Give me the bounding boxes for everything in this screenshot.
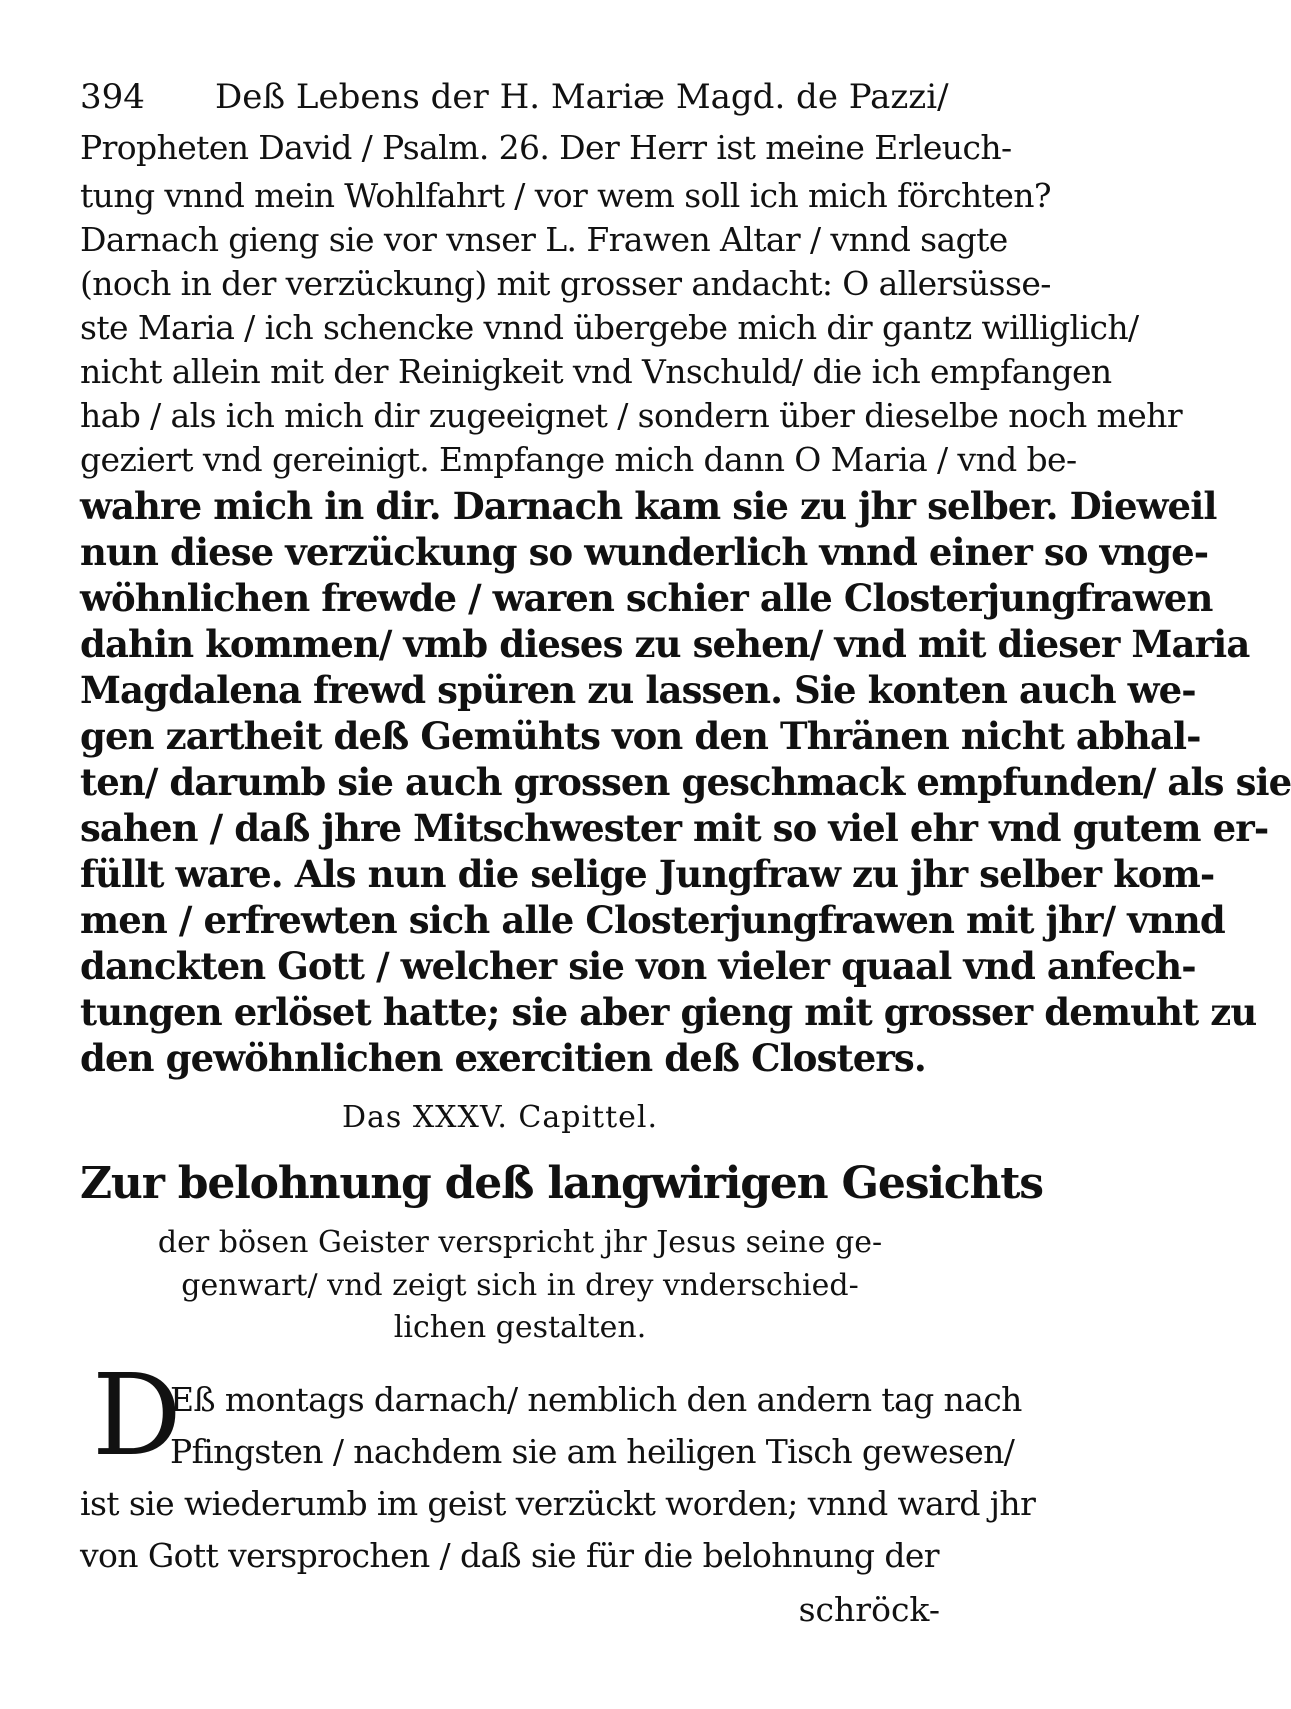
text-line: wöhnlichen frewde / waren schier alle Closterjungfrawen bbox=[80, 576, 1213, 620]
text-line: Darnach gieng sie vor vnser L. Frawen Altar / vnnd sagte bbox=[80, 220, 1008, 259]
paragraph-line: ist sie wiederumb im geist verzückt worden; vnnd ward jhr bbox=[80, 1484, 1036, 1523]
chapter-subtitle-line: der bösen Geister verspricht jhr Jesus seine ge- bbox=[157, 1225, 883, 1260]
paragraph-line: Pfingsten / nachdem sie am heiligen Tisch gewesen/ bbox=[170, 1432, 1015, 1471]
page-header bbox=[80, 72, 949, 122]
catchword: schröck- bbox=[798, 1590, 940, 1629]
text-line: wahre mich in dir. Darnach kam sie zu jhr selber. Dieweil bbox=[80, 484, 1217, 528]
text-line: ste Maria / ich schencke vnnd übergebe mich dir gantz williglich/ bbox=[80, 308, 1139, 347]
text-line: den gewöhnlichen exercitien deß Closters. bbox=[80, 1036, 926, 1080]
text-line: sahen / daß jhre Mitschwester mit so viel ehr vnd gutem er- bbox=[80, 806, 1269, 850]
running-head: Deß Lebens der H. Mariæ Magd. de Pazzi/ bbox=[215, 77, 949, 117]
text-line: men / erfrewten sich alle Closterjungfrawen mit jhr/ vnnd bbox=[80, 898, 1225, 942]
text-line: nun diese verzückung so wunderlich vnnd einer so vnge- bbox=[80, 530, 1209, 574]
page-number: 394 bbox=[80, 77, 145, 117]
text-line: danckten Gott / welcher sie von vieler quaal vnd anfech- bbox=[80, 944, 1196, 988]
paragraph-line: von Gott versprochen / daß sie für die belohnung der bbox=[80, 1536, 939, 1575]
text-line: ten/ darumb sie auch grossen geschmack empfunden/ als sie bbox=[80, 760, 1291, 804]
text-line: füllt ware. Als nun die selige Jungfraw zu jhr selber kom- bbox=[80, 852, 1215, 896]
text-line: geziert vnd gereinigt. Empfange mich dann O Maria / vnd be- bbox=[80, 440, 1077, 479]
chapter-title: Zur belohnung deß langwirigen Gesichts bbox=[80, 1158, 1043, 1209]
drop-initial: D bbox=[92, 1351, 182, 1481]
text-line: gen zartheit deß Gemühts von den Thränen nicht abhal- bbox=[80, 714, 1201, 758]
text-line: (noch in der verzückung) mit grosser andacht: O allersüsse- bbox=[80, 264, 1051, 303]
chapter-number: Das XXXV. Capittel. bbox=[341, 1100, 659, 1135]
chapter-subtitle-line: lichen gestalten. bbox=[393, 1310, 647, 1345]
text-line: Magdalena frewd spüren zu lassen. Sie konten auch we- bbox=[80, 668, 1196, 712]
text-line: tung vnnd mein Wohlfahrt / vor wem soll ich mich förchten? bbox=[80, 176, 1052, 215]
text-line: tungen erlöset hatte; sie aber gieng mit grosser demuht zu bbox=[80, 990, 1257, 1034]
text-line: hab / als ich mich dir zugeeignet / sondern über dieselbe noch mehr bbox=[80, 396, 1183, 435]
paragraph-line: Eß montags darnach/ nemblich den andern tag nach bbox=[170, 1380, 1022, 1419]
chapter-subtitle-line: genwart/ vnd zeigt sich in drey vnderschied- bbox=[181, 1268, 859, 1303]
text-line: Propheten David / Psalm. 26. Der Herr ist meine Erleuch- bbox=[80, 128, 1012, 167]
text-line: nicht allein mit der Reinigkeit vnd Vnschuld/ die ich empfangen bbox=[80, 352, 1112, 391]
text-line: dahin kommen/ vmb dieses zu sehen/ vnd mit dieser Maria bbox=[80, 622, 1250, 666]
